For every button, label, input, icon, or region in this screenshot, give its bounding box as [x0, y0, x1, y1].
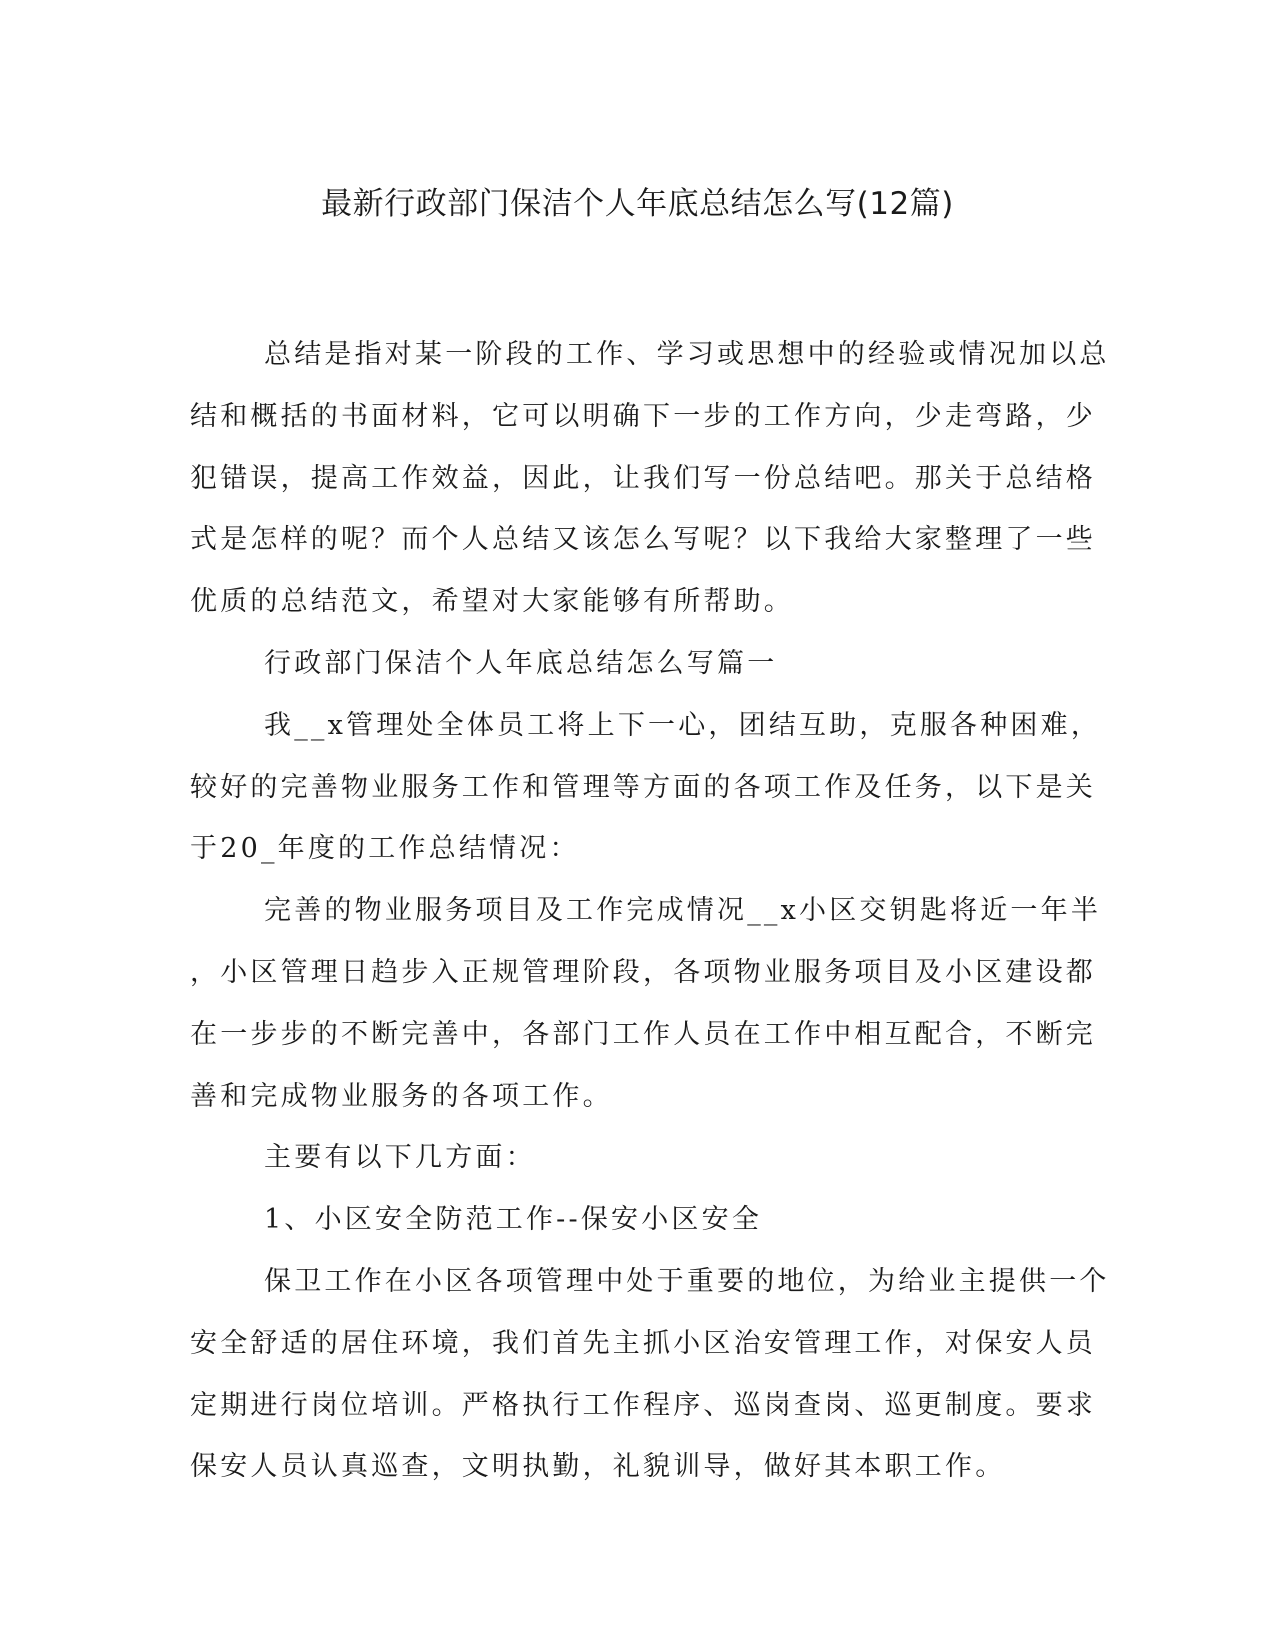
document-body	[190, 324, 1110, 1498]
text-line: 犯错误，提高工作效益，因此，让我们写一份总结吧。那关于总结格	[190, 462, 1096, 494]
text-line: 安全舒适的居住环境，我们首先主抓小区治安管理工作，对保安人员	[190, 1327, 1096, 1359]
text-line: ，小区管理日趋步入正规管理阶段，各项物业服务项目及小区建设都	[190, 956, 1096, 988]
text-line: 较好的完善物业服务工作和管理等方面的各项工作及任务，以下是关	[190, 771, 1096, 803]
section-heading: 行政部门保洁个人年底总结怎么写篇一	[264, 647, 778, 679]
document-title: 最新行政部门保洁个人年底总结怎么写(12篇)	[321, 186, 954, 222]
text-line: 结和概括的书面材料，它可以明确下一步的工作方向，少走弯路，少	[190, 400, 1096, 432]
list-item: 1、小区安全防范工作--保安小区安全	[264, 1204, 763, 1236]
text-line: 保卫工作在小区各项管理中处于重要的地位，为给业主提供一个	[264, 1265, 1110, 1297]
text-line: 主要有以下几方面：	[264, 1142, 536, 1174]
text-line: 于20_年度的工作总结情况：	[190, 833, 580, 865]
text-line: 我__x管理处全体员工将上下一心，团结互助，克服各种困难，	[264, 709, 1102, 741]
text-line: 完善的物业服务项目及工作完成情况__x小区交钥匙将近一年半	[264, 895, 1102, 927]
text-line: 保安人员认真巡查，文明执勤，礼貌训导，做好其本职工作。	[190, 1451, 1006, 1483]
text-line: 总结是指对某一阶段的工作、学习或思想中的经验或情况加以总	[264, 339, 1110, 370]
text-line: 式是怎样的呢？而个人总结又该怎么写呢？以下我给大家整理了一些	[190, 524, 1096, 556]
text-line: 定期进行岗位培训。严格执行工作程序、巡岗查岗、巡更制度。要求	[190, 1389, 1096, 1421]
text-line: 善和完成物业服务的各项工作。	[190, 1080, 613, 1112]
text-line: 优质的总结范文，希望对大家能够有所帮助。	[190, 586, 794, 618]
text-line: 在一步步的不断完善中，各部门工作人员在工作中相互配合，不断完	[190, 1018, 1096, 1050]
